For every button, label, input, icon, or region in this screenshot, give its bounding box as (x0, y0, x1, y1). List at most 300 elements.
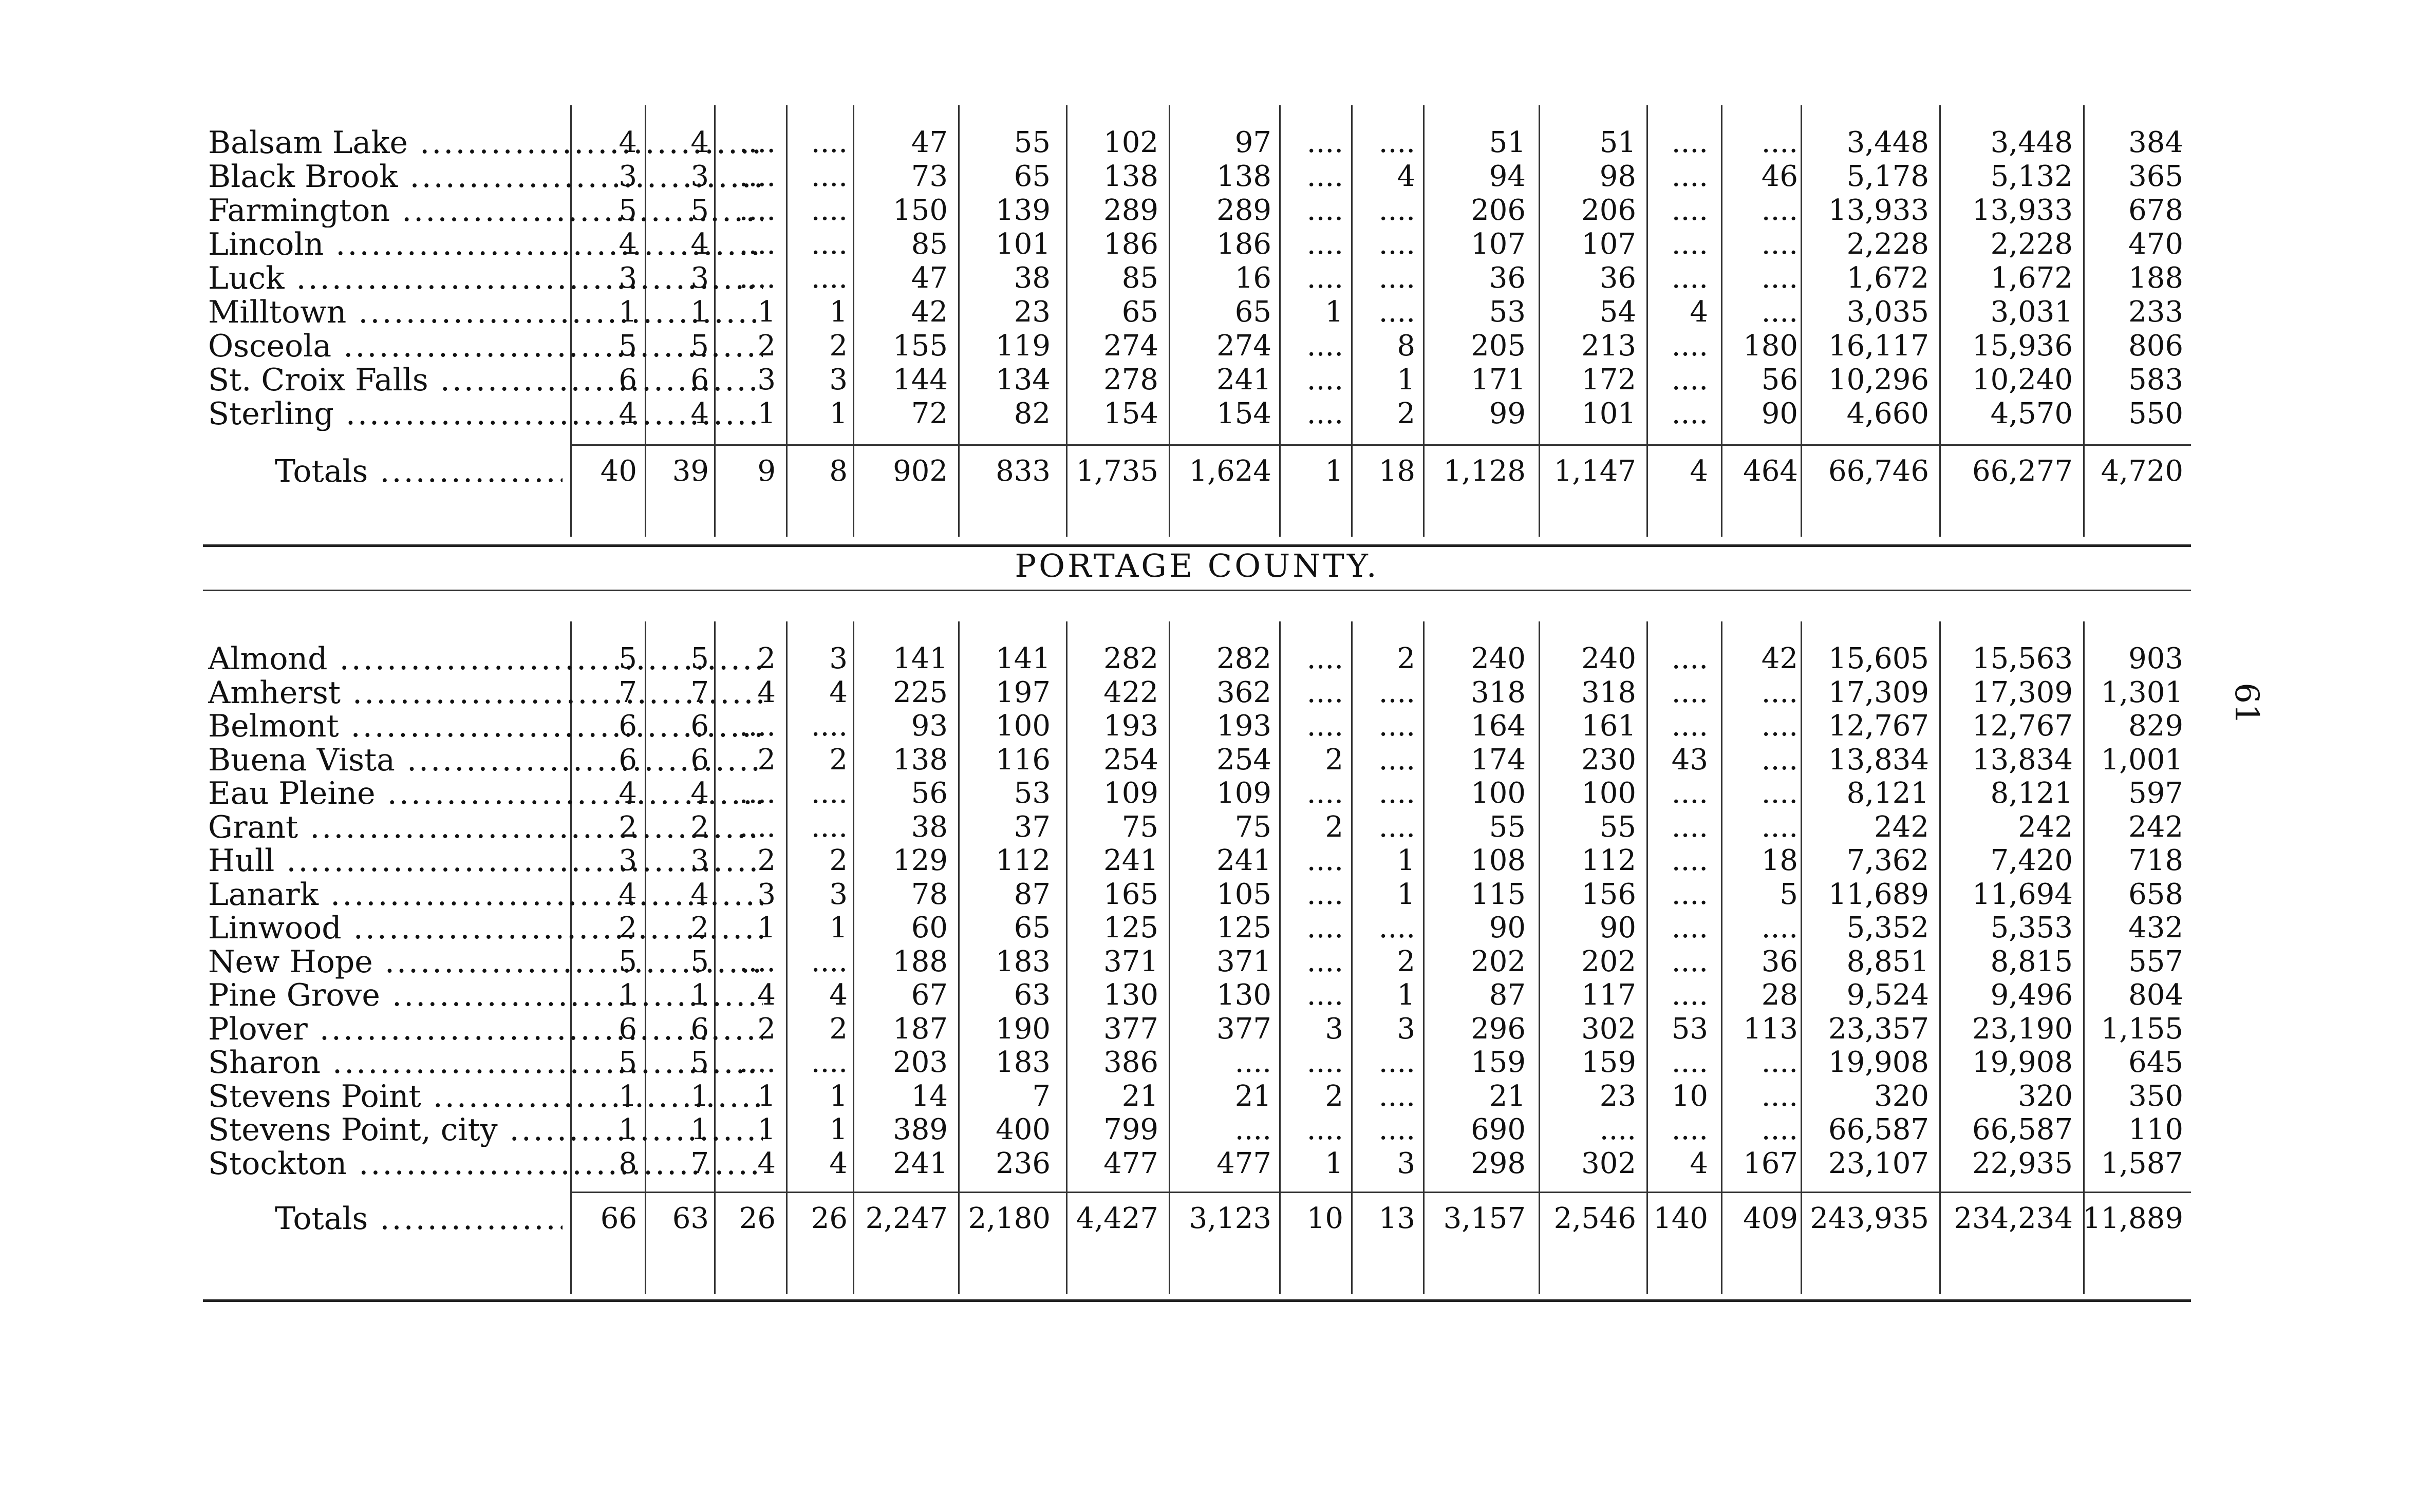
table-cell: 4 (829, 675, 848, 709)
table-cell: 15,563 (1972, 642, 2073, 675)
table-cell: .... (1761, 709, 1798, 743)
table-cell: 3,031 (1990, 295, 2073, 329)
table-cell: 389 (893, 1113, 948, 1146)
table-cell: .... (1306, 1113, 1343, 1146)
table-cell: 2 (690, 810, 709, 844)
table-cell: 2 (829, 743, 848, 777)
table-cell: 4,720 (2101, 455, 2183, 488)
table-cell: 241 (1216, 844, 1271, 877)
table-cell: 597 (2128, 777, 2183, 810)
table-cell: 1,301 (2101, 675, 2183, 709)
table-cell: 2 (1397, 642, 1415, 675)
table-cell: 1 (1397, 877, 1415, 911)
table-cell: 464 (1743, 455, 1798, 488)
table-cell: .... (1306, 911, 1343, 944)
table-cell: 139 (996, 194, 1051, 227)
table-cell: 4 (619, 397, 637, 430)
table-cell: 100 (1581, 777, 1636, 810)
table-cell: 11,689 (1828, 877, 1929, 911)
table-cell: .... (1671, 642, 1708, 675)
table-cell: 1 (829, 911, 848, 944)
table-cell: 16,117 (1828, 329, 1929, 363)
table-cell: 4,660 (1846, 397, 1929, 430)
table-cell: 386 (1103, 1046, 1158, 1079)
table-cell: 799 (1103, 1113, 1158, 1146)
table-cell: 23,190 (1972, 1012, 2073, 1046)
table-cell: 1 (619, 1079, 637, 1113)
table-cell: 36 (1761, 944, 1798, 978)
row-name: Black Brook ..... (208, 160, 763, 194)
table-cell: 141 (996, 642, 1051, 675)
table-row (203, 261, 2191, 295)
table-cell: 134 (996, 363, 1051, 396)
table-cell: 242 (2128, 810, 2183, 844)
table-cell: 7,362 (1846, 844, 1929, 877)
table-cell: .... (811, 160, 848, 193)
table-cell: .... (739, 777, 776, 810)
row-name: Stockton ..... (208, 1147, 763, 1181)
table-cell: .... (1761, 675, 1798, 709)
table-cell: 274 (1216, 329, 1271, 363)
table-row (203, 1012, 2191, 1046)
table-cell: 53 (1671, 1012, 1708, 1046)
table-cell: 10,296 (1828, 363, 1929, 396)
table-cell: .... (739, 160, 776, 193)
table-cell: .... (1599, 1113, 1636, 1146)
row-name: Balsam Lake ..... (208, 126, 763, 160)
table-row (203, 878, 2191, 912)
table-row (203, 363, 2191, 397)
table-cell: 234,234 (1954, 1202, 2073, 1235)
table-cell: 6 (619, 1012, 637, 1046)
table-cell: 350 (2128, 1079, 2183, 1113)
table-cell: 141 (893, 642, 948, 675)
table-cell: .... (1378, 126, 1415, 159)
table-row (203, 945, 2191, 979)
table-cell: 99 (1489, 397, 1526, 430)
table-cell: 108 (1471, 844, 1526, 877)
table-cell: 16 (1234, 261, 1271, 295)
table-cell: 3 (690, 844, 709, 877)
table-cell: 298 (1471, 1146, 1526, 1180)
table-cell: 829 (2128, 709, 2183, 743)
table-cell: 6 (690, 743, 709, 777)
table-cell: 1 (757, 397, 776, 430)
table-cell: 240 (1581, 642, 1636, 675)
table-cell: .... (739, 1046, 776, 1079)
table-cell: 8 (619, 1146, 637, 1180)
table-cell: 3 (757, 363, 776, 396)
table-row (203, 126, 2191, 160)
table-cell: 1 (619, 295, 637, 329)
row-name: New Hope ..... (208, 945, 763, 979)
table-cell: 13,834 (1972, 743, 2073, 777)
table-cell: 66,587 (1828, 1113, 1929, 1146)
table-cell: 230 (1581, 743, 1636, 777)
table-cell: .... (1671, 397, 1708, 430)
table-cell: 26 (739, 1202, 776, 1235)
table-cell: 3,123 (1189, 1202, 1271, 1235)
table-cell: 13,834 (1828, 743, 1929, 777)
table-row (203, 194, 2191, 228)
table-cell: 55 (1489, 810, 1526, 844)
table-cell: 2 (757, 743, 776, 777)
table-cell: .... (1378, 1113, 1415, 1146)
table-cell: .... (811, 1046, 848, 1079)
table-cell: 105 (1216, 877, 1271, 911)
table-cell: 4 (690, 777, 709, 810)
table-cell: 1 (690, 1079, 709, 1113)
table-cell: 4 (619, 228, 637, 261)
table-cell: 1 (1325, 1146, 1343, 1180)
table-cell: 302 (1581, 1146, 1636, 1180)
table-cell: 21 (1121, 1079, 1158, 1113)
table-cell: 5 (619, 194, 637, 227)
table-cell: 3 (619, 844, 637, 877)
table-row (203, 911, 2191, 945)
table-row (203, 1113, 2191, 1147)
table-cell: .... (739, 810, 776, 844)
row-name: Stevens Point, city ..... (208, 1113, 763, 1147)
table-cell: 26 (811, 1202, 848, 1235)
table-cell: 23 (1014, 295, 1051, 329)
row-name: Farmington ..... (208, 194, 763, 228)
table-cell: .... (1671, 810, 1708, 844)
table-cell: .... (1378, 743, 1415, 777)
table-cell: .... (1671, 126, 1708, 159)
table-cell: .... (1378, 777, 1415, 810)
table-cell: 186 (1216, 228, 1271, 261)
table-cell: 254 (1216, 743, 1271, 777)
table-cell: 23 (1599, 1079, 1636, 1113)
table-cell: 1 (690, 1113, 709, 1146)
table-cell: .... (1671, 329, 1708, 363)
table-cell: 15,936 (1972, 329, 2073, 363)
totals-label: Totals ..... (275, 1202, 563, 1236)
table-row (203, 642, 2191, 676)
table-cell: 85 (911, 228, 948, 261)
table-cell: .... (1671, 844, 1708, 877)
table-cell: 93 (911, 709, 948, 743)
table-cell: .... (1306, 844, 1343, 877)
table-row (203, 1046, 2191, 1080)
table-cell: 4 (619, 877, 637, 911)
table-cell: 154 (1216, 397, 1271, 430)
table-cell: .... (1306, 194, 1343, 227)
table-cell: .... (739, 709, 776, 743)
table-cell: 477 (1103, 1146, 1158, 1180)
table-cell: 11,694 (1972, 877, 2073, 911)
table-cell: 4 (1690, 455, 1708, 488)
table-cell: 115 (1471, 877, 1526, 911)
table-cell: 806 (2128, 329, 2183, 363)
table-cell: 65 (1014, 160, 1051, 193)
table-cell: 5 (690, 329, 709, 363)
table-cell: 1 (690, 295, 709, 329)
table-cell: 94 (1489, 160, 1526, 193)
table-cell: 2 (619, 810, 637, 844)
table-cell: 432 (2128, 911, 2183, 944)
table-cell: 1 (829, 397, 848, 430)
table-cell: 113 (1743, 1012, 1798, 1046)
table-cell: 5 (1780, 877, 1798, 911)
table-cell: 90 (1599, 911, 1636, 944)
table-cell: 583 (2128, 363, 2183, 396)
table-cell: 5 (619, 329, 637, 363)
table-cell: 38 (1014, 261, 1051, 295)
table-cell: 65 (1121, 295, 1158, 329)
table-cell: 274 (1103, 329, 1158, 363)
table-cell: .... (811, 261, 848, 295)
table-cell: 8,815 (1990, 944, 2073, 978)
table-cell: 66,587 (1972, 1113, 2073, 1146)
table-cell: 28 (1761, 978, 1798, 1012)
table-row (203, 844, 2191, 878)
table-cell: 186 (1103, 228, 1158, 261)
table-cell: 107 (1581, 228, 1636, 261)
table-cell: 75 (1234, 810, 1271, 844)
table-cell: 12,767 (1828, 709, 1929, 743)
table-cell: 6 (690, 709, 709, 743)
table-cell: 3 (1325, 1012, 1343, 1046)
table-cell: 3,448 (1990, 126, 2073, 159)
table-cell: 1 (619, 1113, 637, 1146)
table-cell: 202 (1471, 944, 1526, 978)
table-cell: 4 (757, 1146, 776, 1180)
row-name: Hull ..... (208, 844, 763, 878)
table-cell: 101 (996, 228, 1051, 261)
table-cell: 56 (1761, 363, 1798, 396)
table-cell: .... (1306, 877, 1343, 911)
table-cell: 318 (1581, 675, 1636, 709)
table-cell: .... (1306, 978, 1343, 1012)
table-cell: 5 (619, 1046, 637, 1079)
table-cell: .... (1671, 777, 1708, 810)
table-cell: 22,935 (1972, 1146, 2073, 1180)
table-cell: .... (1234, 1113, 1271, 1146)
table-cell: 19,908 (1972, 1046, 2073, 1079)
table-cell: 72 (911, 397, 948, 430)
table-cell: 82 (1014, 397, 1051, 430)
table-cell: 36 (1599, 261, 1636, 295)
table-cell: .... (1378, 911, 1415, 944)
table-cell: 1,001 (2101, 743, 2183, 777)
row-name: Belmont ..... (208, 709, 763, 743)
table-cell: 1,155 (2101, 1012, 2183, 1046)
table-cell: 66,746 (1828, 455, 1929, 488)
section-1-table (203, 105, 2191, 537)
table-cell: 3 (1397, 1146, 1415, 1180)
table-cell: .... (1378, 675, 1415, 709)
table-cell: 384 (2128, 126, 2183, 159)
table-cell: 296 (1471, 1012, 1526, 1046)
table-cell: .... (739, 228, 776, 261)
table-cell: 156 (1581, 877, 1636, 911)
table-cell: 161 (1581, 709, 1636, 743)
table-row (203, 810, 2191, 844)
totals-label: Totals ..... (275, 455, 563, 488)
table-cell: 21 (1489, 1079, 1526, 1113)
table-cell: .... (1378, 228, 1415, 261)
table-cell: 17,309 (1828, 675, 1929, 709)
section-2-top-rule (203, 590, 2191, 591)
table-cell: 18 (1378, 455, 1415, 488)
table-cell: .... (1671, 228, 1708, 261)
table-cell: 3 (690, 261, 709, 295)
table-cell: .... (1671, 877, 1708, 911)
table-cell: 187 (893, 1012, 948, 1046)
row-name: Milltown ..... (208, 295, 763, 329)
table-cell: 46 (1761, 160, 1798, 193)
table-cell: 1 (1325, 295, 1343, 329)
table-cell: 1 (1397, 363, 1415, 396)
table-cell: 117 (1581, 978, 1636, 1012)
table-cell: 5,353 (1990, 911, 2073, 944)
table-cell: 87 (1014, 877, 1051, 911)
table-row (203, 978, 2191, 1012)
table-cell: .... (739, 194, 776, 227)
table-cell: 213 (1581, 329, 1636, 363)
table-cell: 3,157 (1443, 1202, 1526, 1235)
table-cell: 903 (2128, 642, 2183, 675)
table-cell: 1 (690, 978, 709, 1012)
table-cell: 4,570 (1990, 397, 2073, 430)
table-cell: 171 (1471, 363, 1526, 396)
table-cell: 23,357 (1828, 1012, 1929, 1046)
table-cell: 7,420 (1990, 844, 2073, 877)
row-name: Buena Vista ..... (208, 743, 763, 777)
table-cell: 2,247 (865, 1202, 948, 1235)
totals-rule (570, 1192, 2191, 1193)
table-cell: 66,277 (1972, 455, 2073, 488)
table-cell: 13,933 (1828, 194, 1929, 227)
table-cell: 129 (893, 844, 948, 877)
table-cell: 409 (1743, 1202, 1798, 1235)
table-cell: 240 (1471, 642, 1526, 675)
table-cell: 23,107 (1828, 1146, 1929, 1180)
table-cell: 183 (996, 1046, 1051, 1079)
table-cell: 289 (1103, 194, 1158, 227)
table-cell: 53 (1014, 777, 1051, 810)
table-cell: 203 (893, 1046, 948, 1079)
table-cell: 241 (1216, 363, 1271, 396)
table-cell: 90 (1761, 397, 1798, 430)
table-cell: .... (1671, 363, 1708, 396)
table-cell: 98 (1599, 160, 1636, 193)
table-cell: .... (1234, 1046, 1271, 1079)
table-cell: 188 (2128, 261, 2183, 295)
table-cell: 2 (1397, 397, 1415, 430)
table-cell: 236 (996, 1146, 1051, 1180)
table-cell: 125 (1103, 911, 1158, 944)
table-cell: 557 (2128, 944, 2183, 978)
table-cell: 470 (2128, 228, 2183, 261)
table-cell: 9,496 (1990, 978, 2073, 1012)
table-cell: 2 (757, 844, 776, 877)
table-cell: 658 (2128, 877, 2183, 911)
table-cell: 36 (1489, 261, 1526, 295)
table-cell: 645 (2128, 1046, 2183, 1079)
totals-row (203, 1202, 2191, 1236)
table-cell: 718 (2128, 844, 2183, 877)
table-cell: 65 (1014, 911, 1051, 944)
table-cell: 206 (1471, 194, 1526, 227)
table-cell: 7 (1032, 1079, 1051, 1113)
table-cell: 164 (1471, 709, 1526, 743)
table-row (203, 676, 2191, 710)
table-cell: 1 (757, 1113, 776, 1146)
table-cell: .... (811, 810, 848, 844)
table-cell: 377 (1216, 1012, 1271, 1046)
table-cell: 1 (829, 295, 848, 329)
table-cell: 4,427 (1076, 1202, 1158, 1235)
table-cell: 241 (1103, 844, 1158, 877)
table-cell: 2 (829, 844, 848, 877)
table-cell: .... (1306, 675, 1343, 709)
table-cell: 60 (911, 911, 948, 944)
table-cell: 282 (1103, 642, 1158, 675)
table-cell: 14 (911, 1079, 948, 1113)
table-cell: .... (1761, 1113, 1798, 1146)
table-cell: 2 (619, 911, 637, 944)
table-cell: 3 (829, 363, 848, 396)
row-name: Pine Grove ..... (208, 978, 763, 1012)
table-cell: 12,767 (1972, 709, 2073, 743)
table-cell: .... (1378, 194, 1415, 227)
table-cell: 2 (1397, 944, 1415, 978)
table-row (203, 397, 2191, 431)
table-cell: 130 (1216, 978, 1271, 1012)
table-cell: 5,178 (1846, 160, 1929, 193)
table-cell: 165 (1103, 877, 1158, 911)
table-cell: 2,180 (968, 1202, 1051, 1235)
table-cell: 5 (619, 944, 637, 978)
table-cell: .... (1671, 675, 1708, 709)
table-cell: 225 (893, 675, 948, 709)
table-cell: 2 (1325, 810, 1343, 844)
table-cell: 7 (690, 1146, 709, 1180)
table-cell: 55 (1599, 810, 1636, 844)
row-name: Plover ..... (208, 1012, 763, 1046)
table-cell: 400 (996, 1113, 1051, 1146)
table-cell: .... (739, 126, 776, 159)
table-cell: 109 (1216, 777, 1271, 810)
table-cell: .... (1306, 261, 1343, 295)
table-row (203, 329, 2191, 363)
table-cell: 11,889 (2083, 1202, 2183, 1235)
table-cell: 5 (690, 194, 709, 227)
table-cell: 63 (1014, 978, 1051, 1012)
table-cell: 53 (1489, 295, 1526, 329)
table-cell: 193 (1216, 709, 1271, 743)
table-cell: 90 (1489, 911, 1526, 944)
table-cell: 167 (1743, 1146, 1798, 1180)
page-number: 61 (2227, 683, 2265, 725)
table-cell: 4 (619, 126, 637, 159)
table-cell: 100 (1471, 777, 1526, 810)
table-cell: 1 (1397, 844, 1415, 877)
table-cell: 7 (619, 675, 637, 709)
table-cell: .... (1306, 363, 1343, 396)
table-cell: 47 (911, 126, 948, 159)
table-cell: 130 (1103, 978, 1158, 1012)
table-cell: 5 (619, 642, 637, 675)
table-cell: 4 (757, 675, 776, 709)
table-cell: 365 (2128, 160, 2183, 193)
row-name: Linwood ..... (208, 911, 763, 945)
table-cell: .... (1306, 944, 1343, 978)
table-cell: 902 (893, 455, 948, 488)
